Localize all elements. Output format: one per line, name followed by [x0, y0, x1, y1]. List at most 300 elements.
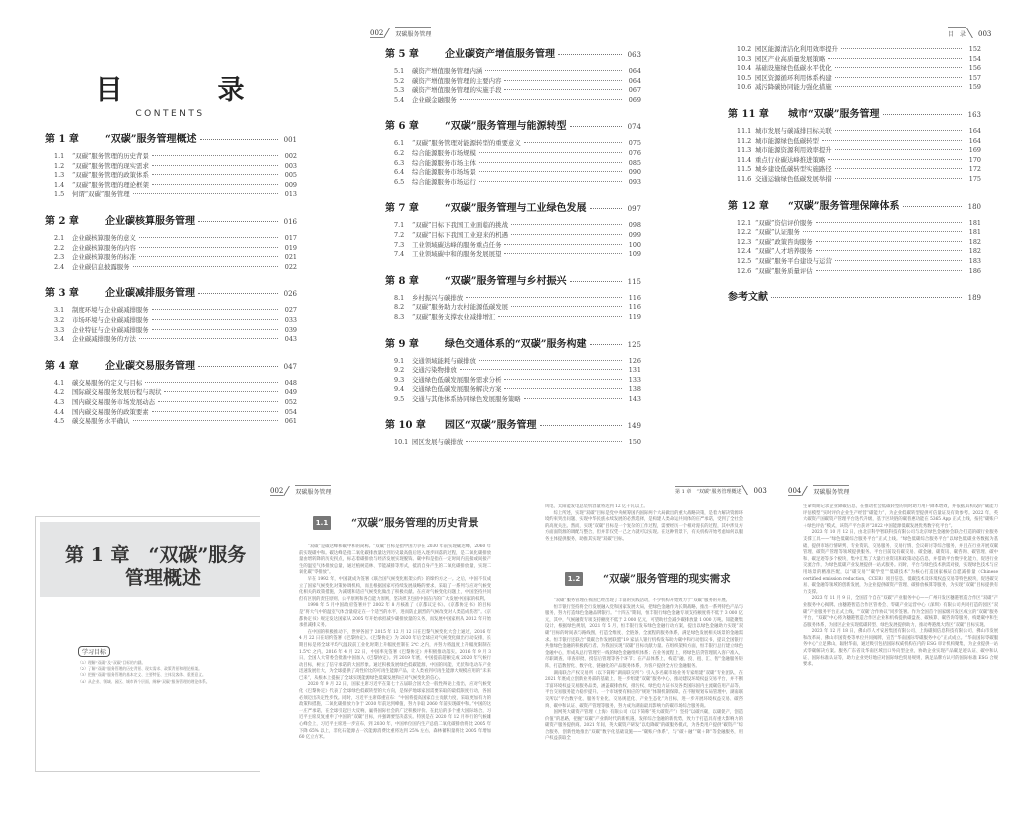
chapter-title: 绿色交通体系的“双碳”服务构建 [445, 338, 587, 350]
section-number: 8.1 [394, 293, 405, 302]
page-number: 026 [283, 290, 297, 299]
section-number: 12.3 [737, 237, 752, 246]
page-number: 157 [968, 73, 981, 82]
page-number: 054 [284, 407, 297, 416]
paragraph: 恒丰银行坚持将全行发展融入党和国家发展大局，把绿色金融作为长期战略，推出一系列特色产品与服务，努力打造绿色金融品牌银行。“十四五”期间，恒丰银行绿色金融专项支持额度将不低于 3 000 亿元，其中，气候融资专项支持额度不低于 2 000 亿元，可望助社会减少碳排放量 1 000 万吨。知能聚集设计，根据绿色规划，2021 年 5 月，恒丰银行发布绿色金融行动方案，提出以绿色金融助力实现“双碳”目标的时间表与路线图，打造全维度、全链条、全流程的服务体系，满足绿色发展相关场景的金融需求。恒丰银行还联合“低碳合作发展联盟”19 家法人银行机构发布助力碳中和行动倡议书，提议全国银行共推绿色金融的积极践行者。为我国实现“双碳”目标贡献力量。在组织架构方面，恒丰银行总行建立绿色金融中心，形成从总行管理至一线的绿色金融组织体系；在业务流程上，将绿色信贷管理嵌入客户准入、尽职调查、审查审批、授信后管理等各个环节；在产品体系上，构造“融、投、租、汇、智”金融服务矩阵，打造数智化、数字化、链融化的产品服务体系，为客户提供全方位金融服务。 [545, 604, 743, 669]
toc-section-entry[interactable] [385, 241, 641, 251]
section-number: 12.4 [737, 247, 752, 256]
section-title: 综合能源服务市场场景 [412, 168, 476, 177]
toc-section-entry[interactable] [728, 74, 981, 84]
chapter-title: 园区“双碳”服务管理 [445, 420, 537, 432]
toc-section-entry[interactable] [45, 234, 297, 244]
toc-section-entry[interactable] [385, 250, 641, 260]
section-title: 企业碳核算服务的内容 [72, 243, 136, 252]
chapter-number: 第 10 章 [385, 420, 426, 432]
leader-dots [479, 360, 622, 361]
leader-dots [504, 388, 622, 389]
section-title: 城市发展与碳减排目标关联 [755, 126, 832, 135]
section-title: 重点行业碳达峰推进策略 [755, 155, 826, 164]
paragraph: 2023 年 11 月 9 日，全国首个自在“双碳”产业服务中心——广州开发区穗港智造合作区“双碳”产业服务中心揭牌。由穗港智造合作区管委会、零碳产业运营中心（深圳）有限公司共同打造的园区“双碳”产业服务平台正式上线，“‘双碳’合作协议”同步签署。作为全国首个国家级开发区成立的“双碳”服务平台，“双碳”中心将为穗港智造合作区企业和机构提供碳盘查、碳核算、碳咨询等服务，构建碳中和生态服务体系，为园区企业实现低碳转型、绿色发展提供助力，推动粤港澳大湾区“双碳”目标实现。 [803, 596, 998, 628]
page-number: 021 [284, 253, 297, 262]
section-number: 11.1 [737, 126, 752, 135]
running-head-divider [966, 28, 978, 38]
page-number: 017 [284, 233, 297, 242]
chapter-number: 第 11 章 [728, 108, 769, 120]
page-number: 048 [284, 378, 297, 387]
section-number: 4.1 [54, 378, 65, 387]
section-number: 9.4 [394, 385, 405, 394]
page-number: 150 [628, 438, 641, 447]
section-number: 11.6 [737, 174, 752, 183]
toc-section-entry[interactable] [385, 96, 641, 106]
chapter-banner [40, 522, 260, 597]
leader-dots [504, 244, 622, 245]
leader-dots [835, 130, 962, 131]
section-title: “双碳”服务管理的历史背景 [351, 517, 479, 529]
section-title: 综合能源服务市场规模 [412, 148, 476, 157]
page-number: 115 [627, 277, 641, 286]
body-text [803, 504, 998, 782]
chapter-title: 企业碳资产增值服务管理 [445, 49, 555, 60]
section-title: 何谓“双碳”服务管理 [72, 190, 130, 199]
page-number: 047 [283, 362, 297, 371]
toc-chapter-entry[interactable] [45, 284, 297, 300]
goal-item: （4）从企业、领域、园区、城市四个层面，阐释“双碳”服务管理的理论体系。 [78, 678, 210, 684]
chapter-title: “双碳”服务管理与乡村振兴 [445, 275, 567, 287]
toc-section-entry[interactable] [45, 335, 297, 345]
leader-dots [479, 152, 622, 153]
toc-section-entry[interactable] [45, 306, 297, 316]
running-head-003 [948, 27, 991, 38]
chapter-title: “双碳”服务管理与能源转型 [445, 121, 567, 133]
section-title: 碳交易服务的定义与目标 [72, 378, 143, 387]
running-head-chapter-title: 第 1 章 “双碳”服务管理概述 [675, 486, 741, 495]
section-number: 1.2 [54, 161, 65, 170]
chapter-number: 第 8 章 [385, 275, 419, 287]
leader-dots [133, 266, 278, 267]
section-number: 10.2 [737, 45, 752, 53]
page-number: 016 [283, 217, 297, 226]
paragraph: 2023 年 10 月 12 日，由北京科学智联科技有限公司与北京绿色金融协会联合打造的碳行业服务支撑工具——“绿色低碳综合服务平台”正式上线。“绿色低碳综合服务平台”以绿色低碳业务数据为基础，提供市场行情研判、专业资讯、交易服务、交易行情、会议研讨等综合服务，并且在行业开展双碳管理、碳资产管理等领域提供服务。平台目前设有碳交易、碳金融、碳资讯、碳咨询、碳管理、碳中和、碳足迹等多个板块，集中汇集了大量行业资讯和政策动态信息，并借助平台数字化能力，促进行业交流合作，为绿色低碳产业发展提供一站式服务。同时，平台与绿色技术供需对接，实现绿色技术与应用场景的精准匹配，以“碳交易”“碳学堂”“低碳技术”为核心打造国家核证自愿减排量（Chinese certified emission reduction，CCER）项目信息、低碳技术及环境权益交易等特色板块，促进碳交易、碳金融等领域的创新发展，为企业提供碳资产管理、碳排放核算等服务，为实现“双碳”目标提供有力支撑。 [803, 530, 998, 595]
chapter-number: 第 6 章 [385, 121, 419, 133]
section-title: 交通绿色低碳发展服务解决方案 [412, 385, 502, 394]
leader-dots [152, 319, 278, 320]
leader-dots [590, 208, 622, 209]
section-number: 5.2 [394, 76, 405, 85]
toc-section-entry[interactable] [728, 156, 981, 166]
section-title: “双碳”服务管理的现实需求 [72, 161, 149, 170]
page-number: 067 [628, 86, 641, 95]
leader-dots [835, 67, 962, 68]
section-title: 园区发展与碳排放 [412, 438, 464, 447]
section-number: 2.4 [54, 262, 65, 271]
toc-section-entry[interactable] [385, 86, 641, 96]
section-number: 10.1 [394, 438, 409, 447]
toc-chapter-entry[interactable] [385, 416, 641, 432]
toc-section-entry[interactable] [45, 190, 297, 200]
toc-section-entry[interactable] [385, 178, 641, 188]
paragraph: 1998 年 5 月中国政府签署并于 2002 年 8 月核准了《京都议定书》。《京都协定书》的目标是“将大气中的温室气体含量稳定在一个适当的水平，进而防止剧烈的气候改变对人类造成伤害”。《京都协定书》规定发达国家从 2005 年开始承担减少碳排放量的义务，而发展中国家则从 2012 年开始承担减排义务。 [299, 603, 491, 629]
running-head-page-number: 003 [978, 30, 992, 38]
section-number: 8.2 [394, 303, 405, 312]
toc-section-entry[interactable] [728, 219, 981, 229]
page-number: 172 [968, 165, 981, 174]
leader-dots [152, 184, 278, 185]
section-number: 7.4 [394, 250, 405, 259]
page-number: 019 [284, 243, 297, 252]
page-number: 149 [627, 422, 641, 431]
section-title: 交通与其他体系协同绿色发展服务策略 [412, 394, 521, 403]
section-number: 9.1 [394, 356, 405, 365]
section-number-badge: 1.1 [313, 516, 331, 530]
section-title: 碳交易服务水平确认 [72, 417, 130, 426]
toc-section-entry[interactable] [728, 55, 981, 65]
references-title: 参考文献 [728, 292, 768, 304]
section-number: 2.3 [54, 253, 65, 262]
section-number: 4.3 [54, 397, 65, 406]
section-number: 9.5 [394, 394, 405, 403]
toc-page-003 [690, 0, 1024, 440]
section-number: 11.3 [737, 146, 752, 155]
section-number: 4.4 [54, 407, 65, 416]
leader-dots [524, 142, 622, 143]
toc-section-entry[interactable] [385, 149, 641, 159]
section-number-badge: 1.2 [565, 572, 583, 586]
page-number: 116 [628, 293, 641, 302]
toc-section-entry[interactable] [385, 294, 641, 304]
page-number: 164 [968, 126, 981, 135]
leader-dots [485, 70, 622, 71]
page-number: 156 [968, 64, 981, 73]
toc-chapter-entry[interactable] [45, 212, 297, 228]
leader-dots [835, 86, 962, 87]
section-number: 10.4 [737, 64, 752, 73]
toc-section-entry[interactable] [728, 45, 981, 55]
leader-dots [524, 398, 622, 399]
toc-list-first [45, 130, 297, 427]
chapter-number: 第 9 章 [385, 338, 419, 350]
section-number: 4.5 [54, 417, 65, 426]
section-title: “双碳”目标下我国工业面临的挑战 [412, 221, 509, 230]
chapter-number: 第 2 章 [45, 215, 79, 227]
paragraph: 生命周期记录企业降碳信息，在推动社会低碳转型的同时助力用户降本增效，并依据其构设的“碳能力评估模型”实时评价企业生产经营“碳能力”，为企业低碳转型提供可信量证及有效参考。2022 年，英大碳资产国碳资产管理平台迭代升级，基于区块链的碳普惠功能在 5365 App 正式上线，按托“碳账户＋绿色评估”模式，该资产平台获评“2022 中国能源低碳发展优秀数字化平台”。 [803, 504, 998, 529]
section-number: 12.2 [737, 228, 752, 237]
section-number: 10.3 [737, 54, 752, 63]
section-number: 6.5 [394, 177, 405, 186]
section-title: 企业碳金融服务 [412, 95, 457, 104]
section-number: 3.1 [54, 306, 65, 315]
section-number: 11.2 [737, 136, 752, 145]
leader-dots [152, 309, 278, 310]
leader-dots [816, 222, 962, 223]
section-number: 6.4 [394, 168, 405, 177]
toc-section-entry[interactable] [385, 231, 641, 241]
leader-dots [479, 171, 622, 172]
page-number: 090 [628, 168, 641, 177]
chapter-title: 企业碳交易服务管理 [105, 360, 195, 372]
page-number: 131 [628, 366, 641, 375]
running-head-002-body [270, 485, 331, 496]
toc-chapter-entry[interactable] [385, 117, 641, 133]
section-title: 交通领域能耗与碳排放 [412, 356, 476, 365]
section-number: 7.3 [394, 240, 405, 249]
toc-section-entry[interactable] [385, 376, 641, 386]
toc-section-entry[interactable] [385, 168, 641, 178]
toc-section-entry[interactable] [45, 316, 297, 326]
leader-dots [504, 80, 622, 81]
body-page-003 [515, 480, 765, 815]
toc-chapter-entry[interactable] [728, 197, 981, 213]
toc-section-entry[interactable] [728, 83, 981, 93]
page-number: 180 [967, 202, 981, 211]
body-page-002 [265, 480, 505, 815]
leader-dots [835, 168, 962, 169]
leader-dots [841, 48, 962, 49]
toc-section-entry[interactable] [385, 67, 641, 77]
toc-section-entry[interactable] [45, 379, 297, 389]
section-title: 城市能源绿色低碳转型 [755, 136, 819, 145]
toc-section-entry[interactable] [385, 139, 641, 149]
paragraph: 国网英大碳资产管理（上海）有限公司（以下简称“英大碳资产”）坚持“以碳兴碳，以碳促产，创造价值”的思路，把握“双碳”产业新时代的新机遇，发挥综合金融的新优势，致力于打造具有重大影响力的碳资产服务提供商。2021 年间，英大碳资产研发“以电降碳”的碳服务模式，为各类用户提供“碳资产”综合服务，创新性地推出“双碳”数字化基础设施——“碳账户体系”，与“碳＋融”“碳＋降”等金融服务，用户权益获取全 [545, 710, 743, 742]
toc-section-entry[interactable] [728, 137, 981, 147]
page-number: 052 [284, 397, 297, 406]
section-title: 综合能源服务市场主体 [412, 158, 476, 167]
page-number: 181 [968, 228, 981, 237]
page-number: 093 [628, 177, 641, 186]
section-number: 5.1 [394, 67, 405, 75]
page-number: 043 [284, 335, 297, 344]
page-number: 154 [968, 54, 981, 63]
toc-section-entry[interactable] [728, 257, 981, 267]
section-title: 工业领域碳中和的服务发展展望 [412, 250, 502, 259]
section-number: 2.2 [54, 243, 65, 252]
toc-section-entry[interactable] [45, 263, 297, 273]
toc-section-entry[interactable] [728, 165, 981, 175]
section-title: 交通绿色低碳发展服务需求分析 [412, 375, 502, 384]
running-head-page-number: 002 [370, 29, 384, 37]
toc-section-entry[interactable] [45, 152, 297, 162]
chapter-number: 第 4 章 [45, 360, 79, 372]
toc-section-entry[interactable] [45, 162, 297, 172]
toc-section-entry[interactable] [728, 146, 981, 156]
leader-dots [152, 329, 278, 330]
paragraph: 湖南联合产权交易所（以下简称“湖南联交所”）引入多名碳市场业务专家组建“双碳”专业团队，在 2021 年底成立创新业务部的基础上，进一步组建“双碳”服务中心，推动建设环境权益交易平台，并不断丰富环境权益交易服务品类，涵盖碳排放权、排污权、绿色电力证书及各类国际国内主流碳信用产品等，平台交易服务能力稳步提升。一个市场要有相应的“规矩”体制机制保障。在不断规划布局管理中，湖南联交所以“平台数字化、服务专业化、交易规范化、产业生态化”为目标，进一步开展环境权益交易、碳咨询、碳中和认证、碳资产管理等服务，努力成为湖南最具影响力的碳市场综合服务商。 [545, 670, 743, 709]
page-number: 005 [284, 171, 297, 180]
toc-chapter-entry[interactable] [45, 357, 297, 373]
toc-chapter-entry[interactable] [385, 45, 641, 61]
leader-dots [504, 379, 622, 380]
toc-section-entry[interactable] [385, 385, 641, 395]
chapter-title: “双碳”服务管理保障体系 [788, 200, 900, 212]
page-number: 169 [968, 146, 981, 155]
section-title: 园区资源循环利用体系构建 [755, 73, 832, 82]
section-title: 国际碳交易服务发展历程与现状 [72, 388, 162, 397]
section-title: 基础设施绿色低碳水平优化 [755, 64, 832, 73]
leader-dots [145, 382, 278, 383]
leader-dots [803, 231, 962, 232]
leader-dots [816, 250, 962, 251]
toc-references-entry[interactable] [728, 288, 981, 304]
toc-chapter-entry[interactable] [385, 335, 641, 351]
section-heading-1-2 [565, 571, 731, 586]
section-title: 企业碳信息披露服务 [72, 262, 130, 271]
toc-section-entry[interactable] [385, 357, 641, 367]
page-number: 003 [284, 161, 297, 170]
toc-section-entry[interactable] [45, 326, 297, 336]
leader-dots [466, 297, 622, 298]
page-number: 125 [627, 340, 641, 349]
leader-dots [883, 114, 962, 115]
section-title: 国内碳交易服务的政策要素 [72, 407, 149, 416]
page-number: 009 [284, 180, 297, 189]
leader-dots [200, 139, 278, 140]
toc-chapter-entry[interactable] [45, 130, 297, 146]
page-number: 033 [284, 315, 297, 324]
leader-dots [460, 369, 622, 370]
section-title: 碳资产增值服务管理的主要内容 [412, 76, 502, 85]
leader-dots [158, 401, 278, 402]
toc-title: 目 录 [95, 75, 279, 106]
paragraph: 综上所述，实现“双碳”目标是党中央统筹国内国际两个大局做出的重大战略决策，是着力解决资源环境约束突出问题、实现中华民族永续发展的必然选择，是构建人类命运共同体的庄严承诺，受到了全社会的高度关注。然而，实现“双碳”目标是一个复杂的工作过程，需要经历一个相对漫长的过程，其中涉及方方面面资源的调配与整合，但并非仅凭一己之力就可以实现。在这种背景下，有关机构开始考虑如何以服务主体提供服务，助推其实现“双碳”目标。 [545, 510, 743, 542]
leader-dots [133, 193, 278, 194]
chapter-number: 第 3 章 [45, 288, 79, 300]
page-number: 074 [627, 123, 641, 132]
toc-section-entry[interactable] [728, 127, 981, 137]
toc-chapter-entry[interactable] [728, 105, 981, 121]
learning-goals-label: 学习目标 [78, 646, 110, 657]
toc-section-entry[interactable] [45, 181, 297, 191]
running-head-book-title: 双碳服务管理 [813, 485, 849, 496]
body-page-004 [770, 480, 1024, 815]
section-number: 2.1 [54, 233, 65, 242]
chapter-number: 第 12 章 [728, 200, 769, 212]
section-title: 工业领域碳达峰的服务重点任务 [412, 240, 502, 249]
page-number: 076 [628, 148, 641, 157]
page-number: 182 [968, 237, 981, 246]
body-text [299, 544, 491, 768]
page-number: 164 [968, 136, 981, 145]
toc-section-entry[interactable] [45, 171, 297, 181]
page-number: 097 [627, 205, 641, 214]
toc-section-entry[interactable] [45, 244, 297, 254]
section-title: 碳资产增值服务管理内涵 [412, 67, 483, 75]
section-title: “双碳”服务管理的政策体系 [72, 171, 149, 180]
page-number: 189 [967, 294, 981, 303]
leader-dots [903, 206, 962, 207]
chapter-number: 第 1 章 [45, 134, 79, 145]
page-number: 152 [968, 45, 981, 53]
leader-dots [198, 221, 278, 222]
section-title: “双碳”服务管理的理论框架 [72, 180, 149, 189]
section-number: 4.2 [54, 388, 65, 397]
toc-section-entry[interactable] [385, 395, 641, 405]
running-head-page-number: 002 [270, 487, 284, 495]
toc-section-entry[interactable] [728, 175, 981, 185]
leader-dots [570, 281, 622, 282]
page-number: 069 [628, 95, 641, 104]
page-number: 075 [628, 139, 641, 148]
section-title: 交通污染物排放 [412, 366, 457, 375]
chapter-title-line2: 管理概述 [125, 567, 202, 589]
page-number: 100 [628, 240, 641, 249]
toc-list-right [728, 45, 981, 310]
leader-dots [570, 126, 622, 127]
chapter-title: 城市“双碳”服务管理 [788, 108, 880, 120]
leader-dots [460, 99, 622, 100]
section-number: 1.5 [54, 190, 65, 199]
running-head-divider [801, 486, 813, 496]
toc-section-entry[interactable] [45, 417, 297, 427]
section-number: 10.6 [737, 83, 752, 92]
page-number: 126 [628, 356, 641, 365]
section-title: “双碳”服务支撑农业减排增汇 [412, 312, 496, 321]
section-title: “双碳”服务管理对能源转型的重要意义 [412, 139, 521, 148]
toc-section-entry[interactable] [385, 366, 641, 376]
section-number: 10.5 [737, 73, 752, 82]
toc-section-entry[interactable] [728, 247, 981, 257]
goal-item: （1）理解“双碳”及“双碳”目标的内涵。 [78, 660, 146, 665]
toc-chapter-entry[interactable] [385, 199, 641, 215]
toc-page-001 [0, 0, 340, 440]
section-number: 5.4 [394, 95, 405, 104]
leader-dots [835, 178, 962, 179]
toc-section-entry[interactable] [728, 64, 981, 74]
section-title: “双碳”服务管理的现实需求 [603, 573, 731, 585]
section-title: “双碳”资信评价服务 [755, 218, 813, 227]
section-title: 减污降碳协同能力强化措施 [755, 83, 832, 92]
page-number: 013 [284, 190, 297, 199]
section-title: 制度环境与企业碳减排服务 [72, 306, 149, 315]
toc-section-entry[interactable] [45, 408, 297, 418]
section-title: 市场环境与企业碳减排服务 [72, 315, 149, 324]
toc-chapter-entry[interactable] [385, 272, 641, 288]
toc-section-entry[interactable] [728, 267, 981, 277]
goal-item: （3）把握“双碳”服务管理的基本定义、主要特征、主体及客体、重要意义。 [78, 672, 206, 678]
chapter-number: 第 7 章 [385, 203, 419, 215]
paragraph: “双碳”是碳达峰和碳中和的简称。“双碳”目标是指中国力争在 2030 年前实现碳达峰，2060 年前实现碳中和。碳达峰是指二氧化碳排放量达到历史最高值后进入逐步回落的过程，是二氧化碳排放量由增转降的历史拐点，标志着碳排放与经济发展实现脱钩。碳中和是指在一定时间内直接或间接产生的温室气体排放总量，通过植树造林、节能减排等形式，抵消自身产生的二氧化碳排放量，实现二氧化碳“零排放”。 [299, 544, 491, 576]
toc-section-entry[interactable] [385, 159, 641, 169]
section-number: 11.4 [737, 155, 752, 164]
page-number: 063 [627, 51, 641, 59]
running-head-divider [742, 485, 754, 495]
toc-section-entry[interactable] [728, 228, 981, 238]
leader-dots [152, 411, 278, 412]
page-number: 175 [968, 174, 981, 183]
leader-dots [822, 140, 962, 141]
toc-section-entry[interactable] [45, 253, 297, 263]
section-title: 企业碳核算服务的标准 [72, 253, 136, 262]
leader-dots [558, 54, 622, 55]
page-number: 186 [968, 266, 981, 275]
toc-section-entry[interactable] [45, 388, 297, 398]
page-number: 159 [968, 83, 981, 92]
leader-dots [466, 441, 622, 442]
running-head-book-title: 双碳服务管理 [395, 27, 431, 38]
toc-section-entry[interactable] [728, 238, 981, 248]
leader-dots [139, 338, 278, 339]
toc-section-entry[interactable] [385, 303, 641, 313]
toc-section-entry[interactable] [385, 313, 641, 323]
toc-section-entry[interactable] [385, 221, 641, 231]
section-number: 8.3 [394, 312, 405, 321]
section-number: 6.2 [394, 148, 405, 157]
chapter-title-line1: 第 1 章 “双碳”服务 [65, 544, 247, 566]
toc-section-entry[interactable] [385, 438, 641, 448]
toc-section-entry[interactable] [385, 77, 641, 87]
toc-heading [0, 68, 340, 119]
page-number: 022 [284, 262, 297, 271]
toc-section-entry[interactable] [45, 398, 297, 408]
